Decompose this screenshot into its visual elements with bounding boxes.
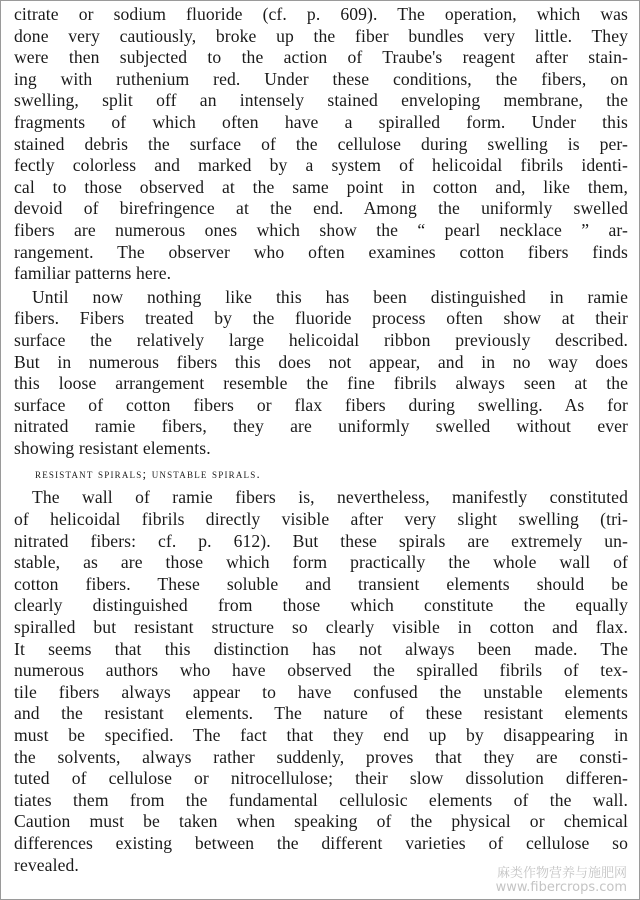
- text-line: nitrated fibers: cf. p. 612). But these spirals are extremely un-: [14, 530, 628, 551]
- text-line: stable, as are those which form practically the whole wall of: [14, 552, 628, 573]
- section-heading: [14, 459, 628, 487]
- text-line: The wall of ramie fibers is, nevertheless, manifestly constituted: [32, 487, 628, 508]
- section-heading-text: resistant spirals; unstable spirals.: [35, 466, 261, 482]
- paragraph-3: [14, 487, 628, 876]
- paragraph-1: [14, 4, 628, 285]
- text-line: clearly distinguished from those which constitute the equally: [14, 595, 628, 616]
- text-line: Caution must be taken when speaking of the physical or chemical: [14, 811, 628, 832]
- text-line: fibers. Fibers treated by the fluoride process often show at their: [14, 308, 628, 329]
- text-line: cal to those observed at the same point in cotton and, like them,: [14, 176, 628, 197]
- text-line: must be specified. The fact that they end up by disappearing in: [14, 725, 628, 745]
- text-line: swelling, split off an intensely stained enveloping membrane, the: [14, 90, 628, 111]
- text-line: fragments of which often have a spiralled form. Under this: [14, 111, 628, 132]
- text-line: cotton fibers. These soluble and transient elements should be: [14, 573, 628, 594]
- text-line: surface of cotton fibers or flax fibers during swelling. As for: [14, 394, 628, 415]
- text-line: showing resistant elements.: [14, 437, 211, 458]
- text-line: familiar patterns here.: [14, 263, 172, 284]
- text-line: fibers are numerous ones which show the “ pearl necklace ” ar-: [14, 219, 628, 240]
- text-line: the solvents, always rather suddenly, proves that they are consti-: [14, 746, 628, 767]
- text-line: It seems that this distinction has not always been made. The: [14, 638, 628, 659]
- watermark: [496, 867, 627, 895]
- text-line: surface the relatively large helicoidal ribbon previously described.: [14, 329, 628, 350]
- text-line: rangement. The observer who often examines cotton fibers finds: [14, 241, 628, 262]
- paragraph-2: [14, 287, 628, 460]
- text-line: fectly colorless and marked by a system of helicoidal fibrils identi-: [14, 155, 628, 176]
- watermark-line-1: 麻类作物营养与施肥网: [496, 866, 627, 881]
- text-line: revealed.: [14, 854, 79, 875]
- text-line: Until now nothing like this has been distinguished in ramie: [32, 286, 628, 307]
- text-line: stained debris the surface of the cellulose during swelling is per-: [14, 133, 628, 154]
- text-line: were then subjected to the action of Traube's reagent after stain-: [14, 47, 628, 68]
- watermark-line-2: www.fibercrops.com: [495, 880, 627, 895]
- text-line: ing with ruthenium red. Under these conditions, the fibers, on: [14, 68, 628, 89]
- text-line: differences existing between the different varieties of cellulose so: [14, 832, 628, 853]
- text-line: tile fibers always appear to have confused the unstable elements: [14, 681, 628, 702]
- text-line: this loose arrangement resemble the fine fibrils always seen at the: [14, 373, 628, 394]
- text-line: tiates them from the fundamental cellulosic elements of the wall.: [14, 789, 628, 810]
- text-line: spiralled but resistant structure so clearly visible in cotton and flax.: [14, 617, 628, 638]
- text-line: citrate or sodium fluoride (cf. p. 609). The operation, which was: [14, 4, 628, 24]
- text-line: But in numerous fibers this does not appear, and in no way does: [14, 351, 628, 372]
- text-line: tuted of cellulose or nitrocellulose; their slow dissolution differen-: [14, 768, 628, 789]
- text-line: and the resistant elements. The nature of these resistant elements: [14, 703, 628, 724]
- text-line: nitrated ramie fibers, they are uniformly swelled without ever: [14, 416, 628, 437]
- text-line: devoid of birefringence at the end. Among the uniformly swelled: [14, 198, 628, 219]
- text-line: numerous authors who have observed the spiralled fibrils of tex-: [14, 660, 628, 681]
- text-line: done very cautiously, broke up the fiber bundles very little. They: [14, 25, 628, 46]
- text-line: of helicoidal fibrils directly visible after very slight swelling (tri-: [14, 509, 628, 530]
- document-body: [14, 4, 628, 876]
